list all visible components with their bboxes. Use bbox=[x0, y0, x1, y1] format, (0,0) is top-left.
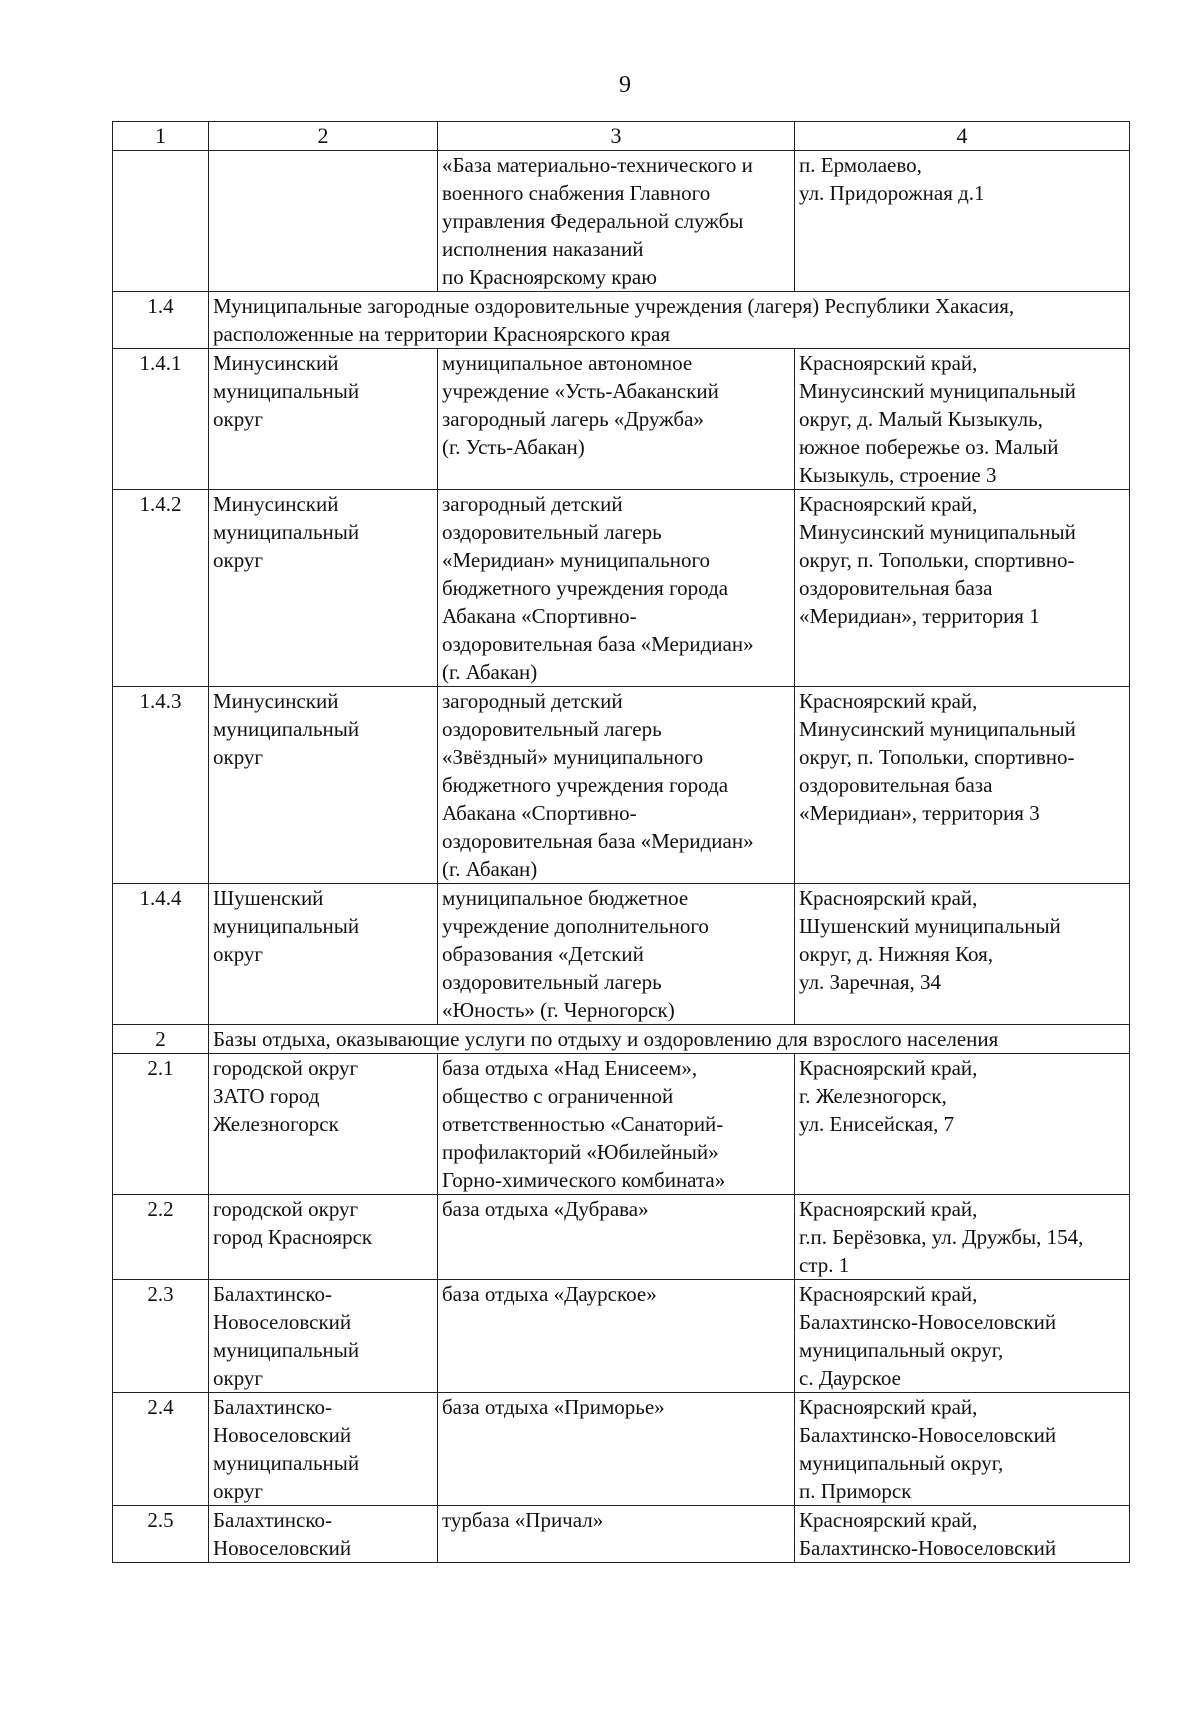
district-cell bbox=[209, 151, 438, 292]
address-cell: Красноярский край, Балахтинско-Новоселовский муниципальный округ, с. Даурское bbox=[795, 1280, 1130, 1393]
row-number: 1.4.3 bbox=[113, 687, 209, 884]
row-number: 2.3 bbox=[113, 1280, 209, 1393]
facilities-table bbox=[112, 121, 1130, 1563]
institution-cell: загородный детский оздоровительный лагерь «Меридиан» муниципального бюджетного учреждения города Абакана «Спортивно- оздоровительная база «Меридиан» (г. Абакан) bbox=[438, 490, 795, 687]
district-cell: городской округ город Красноярск bbox=[209, 1195, 438, 1280]
row-number: 2.2 bbox=[113, 1195, 209, 1280]
table-header-row bbox=[113, 122, 1130, 151]
address-cell: Красноярский край, Минусинский муниципальный округ, д. Малый Кызыкуль, южное побережье оз. Малый Кызыкуль, строение 3 bbox=[795, 349, 1130, 490]
district-cell: городской округ ЗАТО город Железногорск bbox=[209, 1054, 438, 1195]
district-cell: Шушенский муниципальный округ bbox=[209, 884, 438, 1025]
institution-cell: база отдыха «Дубрава» bbox=[438, 1195, 795, 1280]
district-cell: Балахтинско- Новоселовский муниципальный округ bbox=[209, 1393, 438, 1506]
address-cell: п. Ермолаево, ул. Придорожная д.1 bbox=[795, 151, 1130, 292]
address-cell: Красноярский край, г.п. Берёзовка, ул. Дружбы, 154, стр. 1 bbox=[795, 1195, 1130, 1280]
address-cell: Красноярский край, г. Железногорск, ул. Енисейская, 7 bbox=[795, 1054, 1130, 1195]
header-cell-2: 2 bbox=[209, 122, 438, 151]
row-number bbox=[113, 151, 209, 292]
page-number: 9 bbox=[619, 72, 631, 98]
district-cell: Минусинский муниципальный округ bbox=[209, 349, 438, 490]
table-row bbox=[113, 151, 1130, 292]
section-row bbox=[113, 1025, 1130, 1054]
institution-cell: муниципальное бюджетное учреждение дополнительного образования «Детский оздоровительный лагерь «Юность» (г. Черногорск) bbox=[438, 884, 795, 1025]
table-row bbox=[113, 1506, 1130, 1563]
header-cell-1: 1 bbox=[113, 122, 209, 151]
district-cell: Минусинский муниципальный округ bbox=[209, 490, 438, 687]
section-row bbox=[113, 292, 1130, 349]
institution-cell: база отдыха «Приморье» bbox=[438, 1393, 795, 1506]
row-number: 1.4.2 bbox=[113, 490, 209, 687]
institution-cell: база отдыха «Над Енисеем», общество с ограниченной ответственностью «Санаторий- профилакторий «Юбилейный» Горно-химического комбината» bbox=[438, 1054, 795, 1195]
institution-cell: турбаза «Причал» bbox=[438, 1506, 795, 1563]
table-row bbox=[113, 490, 1130, 687]
table-row bbox=[113, 1195, 1130, 1280]
address-cell: Красноярский край, Минусинский муниципальный округ, п. Топольки, спортивно- оздоровительная база «Меридиан», территория 1 bbox=[795, 490, 1130, 687]
header-cell-4: 4 bbox=[795, 122, 1130, 151]
district-cell: Балахтинско- Новоселовский bbox=[209, 1506, 438, 1563]
institution-cell: муниципальное автономное учреждение «Усть-Абаканский загородный лагерь «Дружба» (г. Усть-Абакан) bbox=[438, 349, 795, 490]
table-row bbox=[113, 1054, 1130, 1195]
header-cell-3: 3 bbox=[438, 122, 795, 151]
row-number: 1.4 bbox=[113, 292, 209, 349]
section-title: Муниципальные загородные оздоровительные учреждения (лагеря) Республики Хакасия, расположенные на территории Красноярского края bbox=[209, 292, 1130, 349]
address-cell: Красноярский край, Минусинский муниципальный округ, п. Топольки, спортивно- оздоровительная база «Меридиан», территория 3 bbox=[795, 687, 1130, 884]
district-cell: Балахтинско- Новоселовский муниципальный округ bbox=[209, 1280, 438, 1393]
row-number: 2.5 bbox=[113, 1506, 209, 1563]
address-cell: Красноярский край, Балахтинско-Новоселовский муниципальный округ, п. Приморск bbox=[795, 1393, 1130, 1506]
row-number: 2.4 bbox=[113, 1393, 209, 1506]
table-row bbox=[113, 687, 1130, 884]
address-cell: Красноярский край, Шушенский муниципальный округ, д. Нижняя Коя, ул. Заречная, 34 bbox=[795, 884, 1130, 1025]
section-title: Базы отдыха, оказывающие услуги по отдыху и оздоровлению для взрослого населения bbox=[209, 1025, 1130, 1054]
row-number: 2.1 bbox=[113, 1054, 209, 1195]
row-number: 2 bbox=[113, 1025, 209, 1054]
district-cell: Минусинский муниципальный округ bbox=[209, 687, 438, 884]
table-row bbox=[113, 349, 1130, 490]
table-row bbox=[113, 1280, 1130, 1393]
institution-cell: база отдыха «Даурское» bbox=[438, 1280, 795, 1393]
institution-cell: загородный детский оздоровительный лагерь «Звёздный» муниципального бюджетного учреждения города Абакана «Спортивно- оздоровительная база «Меридиан» (г. Абакан) bbox=[438, 687, 795, 884]
table-row bbox=[113, 1393, 1130, 1506]
row-number: 1.4.4 bbox=[113, 884, 209, 1025]
address-cell: Красноярский край, Балахтинско-Новоселовский bbox=[795, 1506, 1130, 1563]
table-row bbox=[113, 884, 1130, 1025]
row-number: 1.4.1 bbox=[113, 349, 209, 490]
institution-cell: «База материально-технического и военного снабжения Главного управления Федеральной службы исполнения наказаний по Красноярскому краю bbox=[438, 151, 795, 292]
